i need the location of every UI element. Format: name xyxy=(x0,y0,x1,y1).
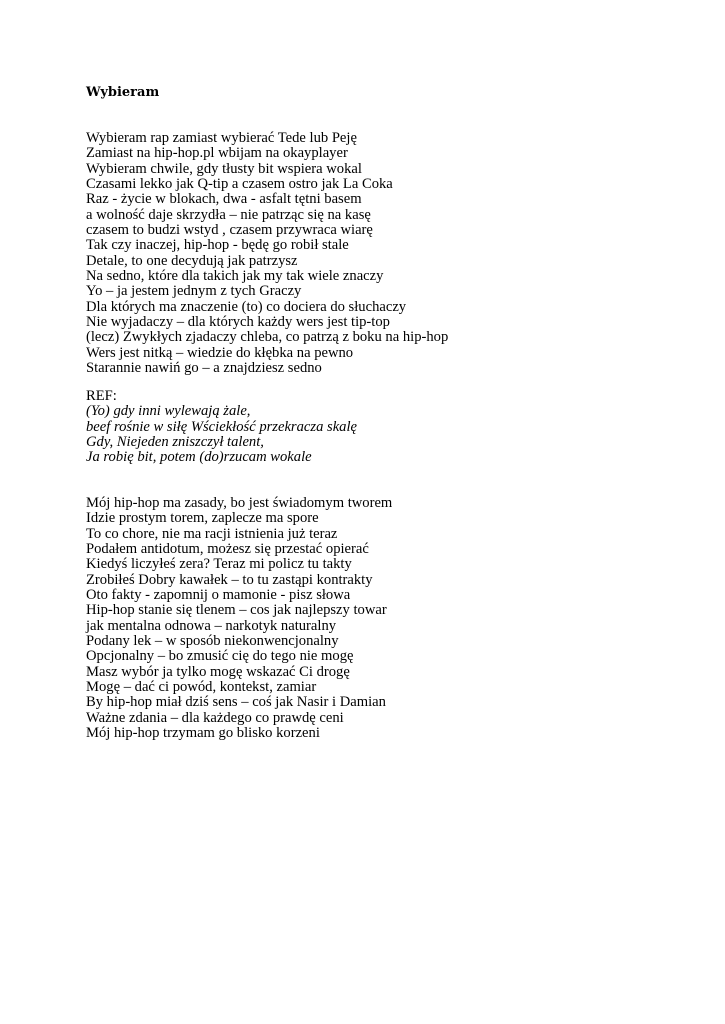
verse-line: Zrobiłeś Dobry kawałek – to tu zastąpi kontrakty xyxy=(86,571,373,588)
verse-line: Raz - życie w blokach, dwa - asfalt tętni basem xyxy=(86,191,362,208)
verse-line: Idzie prostym torem, zaplecze ma spore xyxy=(86,510,319,527)
verse-line: Masz wybór ja tylko mogę wskazać Ci drogę xyxy=(86,663,350,680)
verse-line: Ważne zdania – dla każdego co prawdę ceni xyxy=(86,709,344,726)
refrain xyxy=(86,389,357,466)
page-title: Wybieram xyxy=(86,85,160,100)
verse-2 xyxy=(86,496,392,742)
verse-line: Opcjonalny – bo zmusić cię do tego nie mogę xyxy=(86,648,354,665)
verse-line: (lecz) Zwykłych zjadaczy chleba, co patrzą z boku na hip-hop xyxy=(86,329,449,346)
verse-line: To co chore, nie ma racji istnienia już teraz xyxy=(86,525,338,542)
verse-line: Tak czy inaczej, hip-hop - będę go robił stale xyxy=(86,237,349,254)
verse-line: jak mentalna odnowa – narkotyk naturalny xyxy=(86,617,337,634)
verse-line: Oto fakty - zapomnij o mamonie - pisz słowa xyxy=(86,587,351,604)
verse-line: Zamiast na hip-hop.pl wbijam na okayplayer xyxy=(86,145,348,162)
verse-1 xyxy=(86,131,448,377)
verse-line: Detale, to one decydują jak patrzysz xyxy=(86,252,298,269)
verse-line: Czasami lekko jak Q-tip a czasem ostro jak La Coka xyxy=(86,176,393,193)
verse-line: Wybieram chwile, gdy tłusty bit wspiera wokal xyxy=(86,160,362,177)
refrain-line: Ja robię bit, potem (do)rzucam wokale xyxy=(86,449,312,466)
refrain-label: REF: xyxy=(86,388,117,404)
verse-line: Yo – ja jestem jednym z tych Graczy xyxy=(86,283,302,300)
verse-line: Mogę – dać ci powód, kontekst, zamiar xyxy=(86,679,317,696)
verse-line: Podałem antidotum, możesz się przestać opierać xyxy=(86,541,369,558)
verse-line: Nie wyjadaczy – dla których każdy wers jest tip-top xyxy=(86,314,390,331)
verse-line: a wolność daje skrzydła – nie patrząc się na kasę xyxy=(86,206,371,223)
verse-line: czasem to budzi wstyd , czasem przywraca wiarę xyxy=(86,222,373,239)
verse-line: Wybieram rap zamiast wybierać Tede lub Peję xyxy=(86,130,357,146)
verse-line: Na sedno, które dla takich jak my tak wiele znaczy xyxy=(86,268,384,285)
refrain-line: beef rośnie w siłę Wściekłość przekracza skalę xyxy=(86,418,357,435)
verse-line: Podany lek – w sposób niekonwencjonalny xyxy=(86,633,339,650)
verse-line: Starannie nawiń go – a znajdziesz sedno xyxy=(86,360,322,377)
verse-line: Mój hip-hop trzymam go blisko korzeni xyxy=(86,725,320,742)
verse-line: By hip-hop miał dziś sens – coś jak Nasir i Damian xyxy=(86,694,386,711)
refrain-line: (Yo) gdy inni wylewają żale, xyxy=(86,403,251,420)
verse-line: Dla których ma znaczenie (to) co dociera do słuchaczy xyxy=(86,298,407,315)
refrain-line: Gdy, Niejeden zniszczył talent, xyxy=(86,434,264,451)
verse-line: Hip-hop stanie się tlenem – cos jak najlepszy towar xyxy=(86,602,387,619)
verse-line: Kiedyś liczyłeś zera? Teraz mi policz tu takty xyxy=(86,556,352,573)
verse-line: Mój hip-hop ma zasady, bo jest świadomym tworem xyxy=(86,495,393,511)
verse-line: Wers jest nitką – wiedzie do kłębka na pewno xyxy=(86,344,354,361)
